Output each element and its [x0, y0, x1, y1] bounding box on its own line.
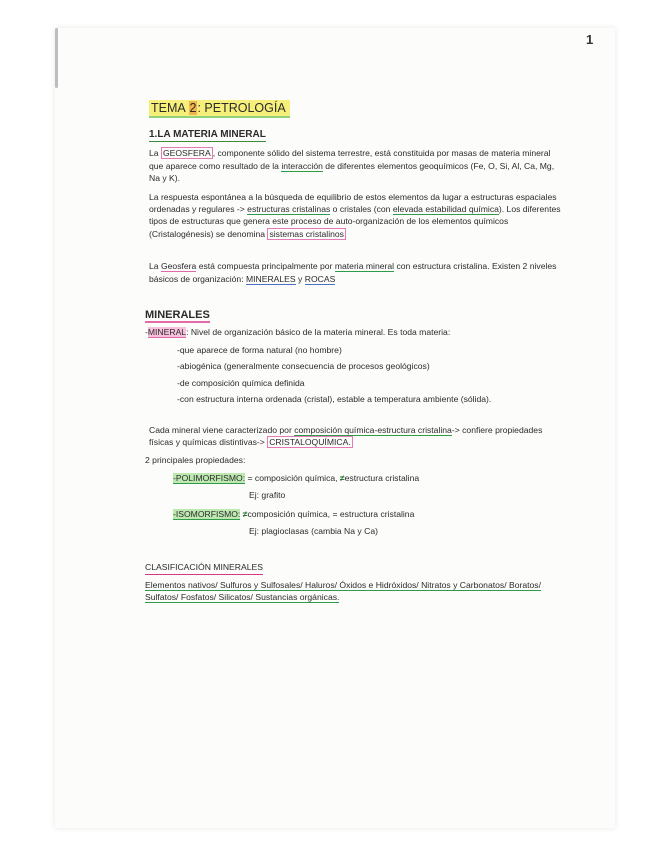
- clasificacion-heading: CLASIFICACIÓN MINERALES: [145, 561, 263, 574]
- characteristic-item: -de composición química definida: [177, 377, 305, 388]
- not-equal-mark: ≠: [240, 508, 248, 519]
- notes-content: [145, 100, 565, 610]
- text: de diferentes elementos geoquímicos (Fe, O, Si, Al, Ca, Mg, Na y K).: [149, 160, 555, 184]
- text: está compuesta principalmente por: [196, 261, 335, 272]
- term-interaccion: interacción: [281, 160, 323, 171]
- term-isomorfismo: -ISOMORFISMO:: [173, 508, 241, 519]
- characteristic-item: -abiogénica (generalmente consecuencia de procesos geológicos): [177, 361, 430, 372]
- paragraph-cristaloquimica: [149, 424, 565, 449]
- text: La: [149, 261, 161, 272]
- text: Cada mineral viene caracterizado por: [149, 424, 295, 435]
- isomorfismo-row: [173, 508, 565, 520]
- term-estructuras: estructuras cristalinas: [247, 204, 331, 215]
- paragraph-estructuras: [149, 191, 565, 241]
- title-prefix: TEMA: [151, 101, 189, 115]
- paper-fold-edge: [55, 28, 58, 88]
- text: , componente sólido del sistema terrestre, está constituida por masas de materia mineral que aparece como resultado de la: [149, 148, 551, 171]
- minerales-heading: MINERALES: [145, 309, 210, 323]
- text: = composición química,: [245, 472, 340, 483]
- text: ). Los diferentes tipos de estructuras que genera este proceso de auto-organización de los elementos químicos (Cristalogénesis) se denomina: [149, 204, 561, 239]
- page-number: 1: [586, 32, 594, 47]
- term-sistemas: sistemas cristalinos: [269, 228, 344, 239]
- text: o cristales (con: [330, 204, 393, 215]
- not-equal-mark: ≠: [339, 472, 345, 483]
- term-mineral: MINERAL: [147, 327, 187, 338]
- page-title: [149, 100, 290, 118]
- text: estructura cristalina: [344, 472, 420, 483]
- term-materia: materia mineral: [334, 261, 395, 272]
- term-polimorfismo: -POLIMORFISMO:: [173, 472, 246, 483]
- text: : Nivel de organización básico de la materia mineral. Es toda materia:: [186, 327, 451, 338]
- term-geosfera-2: Geosfera: [160, 261, 197, 272]
- text: La respuesta espontánea a la búsqueda de equilibrio de estos elementos da lugar a estructuras espaciales ordenadas y regulares ->: [149, 191, 557, 215]
- characteristic-item: -con estructura interna ordenada (cristal), estable a temperatura ambiente (sólida).: [177, 394, 492, 405]
- text: con estructura cristalina. Existen 2 niveles básicos de organización:: [149, 261, 557, 284]
- polimorfismo-example: Ej: grafito: [249, 490, 286, 501]
- text: La: [149, 148, 161, 159]
- text: -> confiere propiedades físicas y químicas distintivas->: [149, 424, 543, 447]
- mineral-definition: [145, 326, 565, 338]
- term-estabilidad: elevada estabilidad química: [392, 204, 499, 215]
- term-cristaloquimica: CRISTALOQUÍMICA.: [269, 436, 351, 447]
- term-geosfera: GEOSFERA: [162, 148, 211, 159]
- mineral-classes: Elementos nativos/ Sulfuros y Sulfosales/ Haluros/ Óxidos e Hidróxidos/ Nitratos y Carbonatos/ Boratos/ Sulfatos/ Fosfatos/ Silicatos/ Sustancias orgánicas.: [145, 579, 541, 603]
- term-composicion: composición química-estructura cristalina: [294, 424, 452, 435]
- title-rest: : PETROLOGÍA: [197, 101, 286, 115]
- characteristic-item: -que aparece de forma natural (no hombre): [177, 344, 342, 355]
- text: y: [295, 273, 305, 284]
- title-number: 2: [189, 101, 197, 115]
- properties-intro: 2 principales propiedades:: [145, 455, 246, 466]
- term-rocas: ROCAS: [304, 273, 336, 284]
- section-heading: 1.LA MATERIA MINERAL: [149, 129, 266, 142]
- isomorfismo-example: Ej: plagioclasas (cambia Na y Ca): [249, 525, 378, 536]
- term-minerales: MINERALES: [245, 273, 296, 284]
- clasificacion-list: [145, 579, 565, 604]
- text: composición química, = estructura cristalina: [247, 508, 415, 519]
- text: -: [145, 327, 148, 338]
- polimorfismo-row: [173, 472, 565, 484]
- paragraph-geosfera: [149, 147, 565, 184]
- paragraph-organizacion: [149, 260, 565, 285]
